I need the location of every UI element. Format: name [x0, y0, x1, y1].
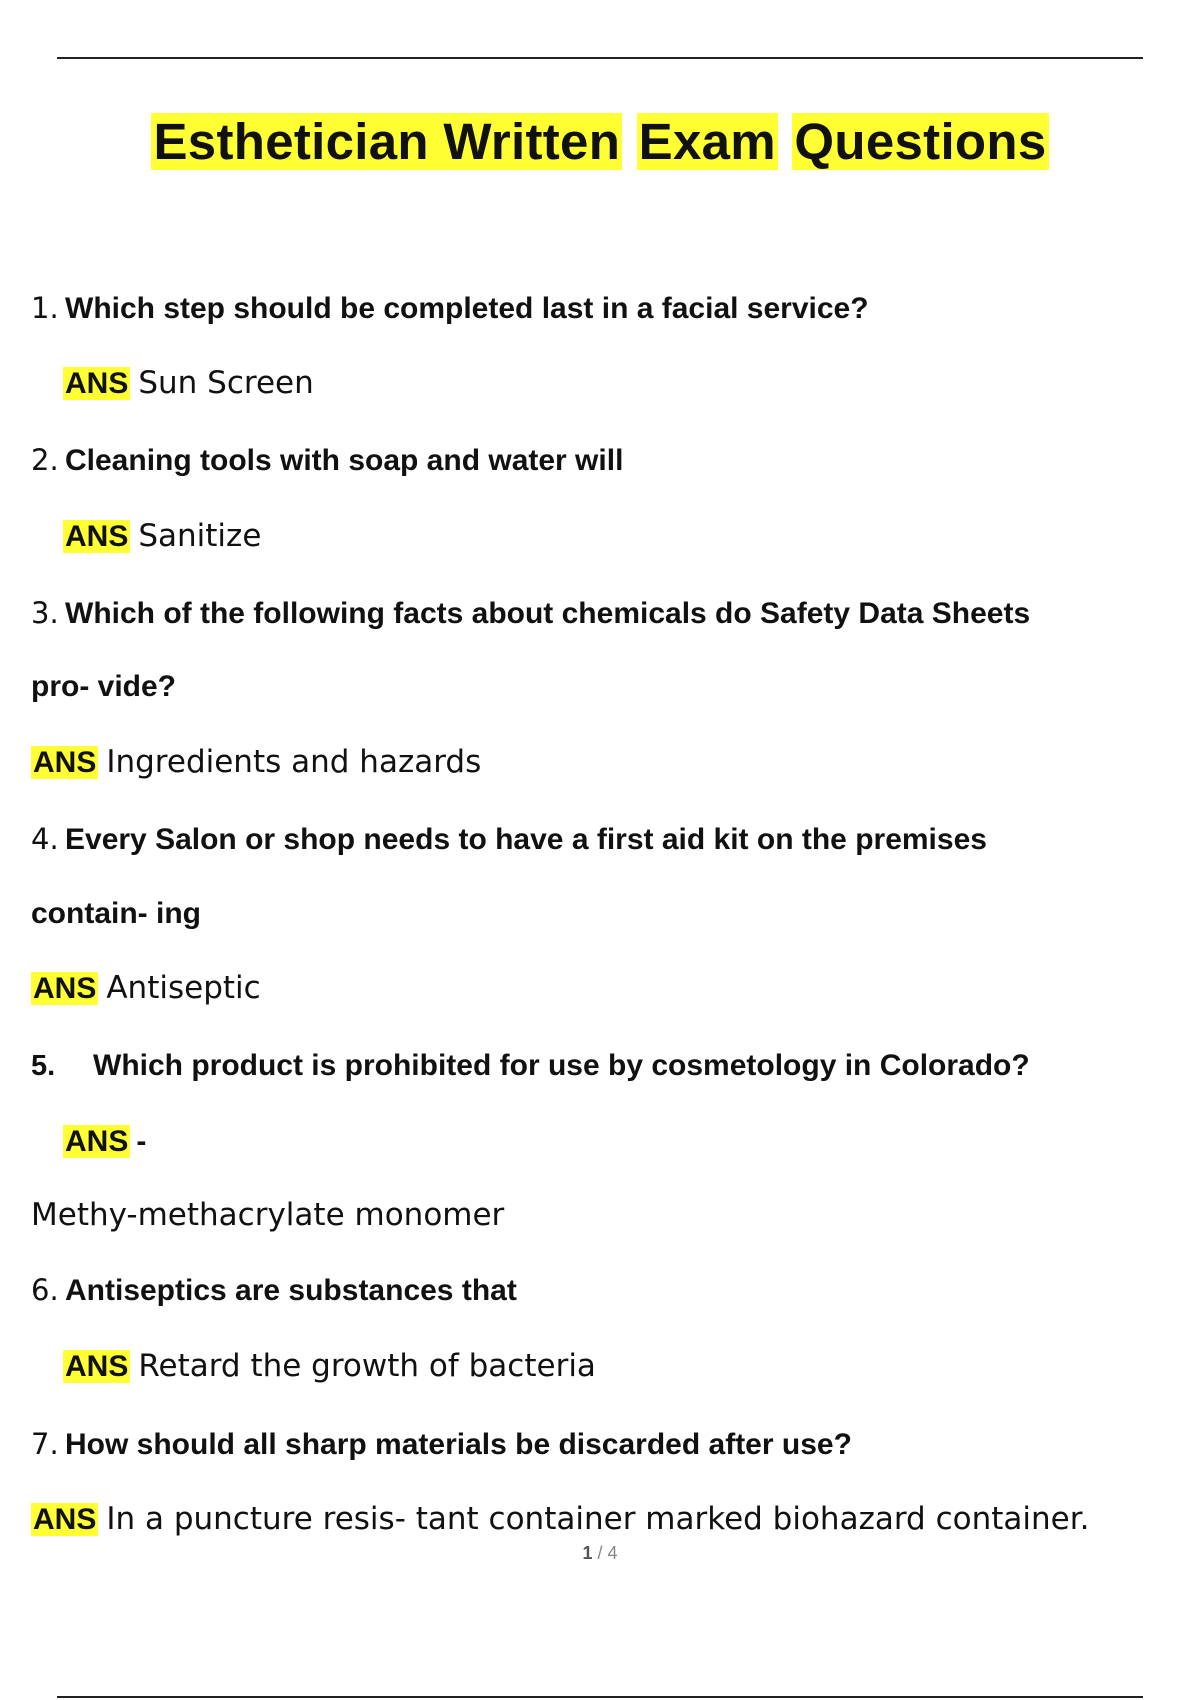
- question-number: 3.: [31, 596, 59, 630]
- answer-tag: ANS: [33, 1503, 97, 1536]
- answer-text: Retard the growth of bacteria: [138, 1348, 596, 1384]
- question-6: [31, 1270, 517, 1311]
- answer-5: [63, 1120, 146, 1163]
- page-separator: /: [592, 1543, 608, 1563]
- question-text: Antiseptics are substances that: [65, 1274, 517, 1307]
- question-text-line-2: pro- vide?: [31, 670, 177, 703]
- title-word-3: Questions: [794, 113, 1047, 170]
- answer-tag: ANS: [33, 972, 97, 1005]
- title-word-2: Exam: [638, 113, 776, 170]
- question-2: [31, 440, 623, 481]
- page-title: [0, 108, 1200, 176]
- answer-tag: ANS: [65, 367, 129, 400]
- question-text: Which step should be completed last in a facial service?: [65, 292, 869, 325]
- question-number: 6.: [31, 1273, 59, 1307]
- answer-text: Methy-methacrylate monomer: [31, 1197, 505, 1233]
- answer-5-text: [31, 1194, 504, 1236]
- question-text-line-2: contain- ing: [31, 897, 201, 930]
- answer-text: In a puncture resis- tant container marked biohazard container.: [106, 1501, 1090, 1537]
- top-rule: [57, 57, 1143, 59]
- answer-2: [63, 515, 261, 558]
- answer-3: [31, 741, 481, 784]
- answer-6: [63, 1345, 596, 1388]
- answer-text: Antiseptic: [106, 970, 261, 1006]
- answer-7: [31, 1498, 1089, 1541]
- question-text-line-1: Every Salon or shop needs to have a first aid kit on the premises: [65, 823, 987, 856]
- page-total: 4: [607, 1543, 618, 1563]
- answer-tag: ANS: [65, 1350, 129, 1383]
- answer-4: [31, 967, 261, 1010]
- question-number: 4.: [31, 822, 59, 856]
- answer-tag: ANS: [65, 520, 129, 553]
- page-number: [0, 1543, 1200, 1564]
- question-text-line-1: Which of the following facts about chemicals do Safety Data Sheets: [65, 597, 1031, 630]
- question-7: [31, 1424, 852, 1465]
- question-number: 5.: [31, 1050, 56, 1082]
- title-word-1: Esthetician Written: [153, 113, 621, 170]
- answer-text: Ingredients and hazards: [106, 744, 482, 780]
- question-5: [31, 1046, 1030, 1086]
- bottom-rule: [57, 1696, 1143, 1698]
- answer-1: [63, 362, 314, 405]
- answer-text: Sun Screen: [138, 365, 314, 401]
- question-1: [31, 288, 869, 329]
- question-text: How should all sharp materials be discarded after use?: [65, 1428, 852, 1461]
- question-text: Which product is prohibited for use by cosmetology in Colorado?: [93, 1049, 1030, 1082]
- question-3-continued: [31, 667, 176, 707]
- answer-dash: -: [136, 1125, 147, 1158]
- answer-tag: ANS: [65, 1125, 129, 1158]
- question-3: [31, 593, 1030, 634]
- question-number: 7.: [31, 1427, 59, 1461]
- question-number: 2.: [31, 443, 59, 477]
- question-text: Cleaning tools with soap and water will: [65, 444, 624, 477]
- question-number: 1.: [31, 291, 59, 325]
- answer-text: Sanitize: [138, 518, 262, 554]
- page-current: 1: [582, 1543, 593, 1563]
- answer-tag: ANS: [33, 746, 97, 779]
- question-4-continued: [31, 894, 201, 934]
- question-4: [31, 819, 987, 860]
